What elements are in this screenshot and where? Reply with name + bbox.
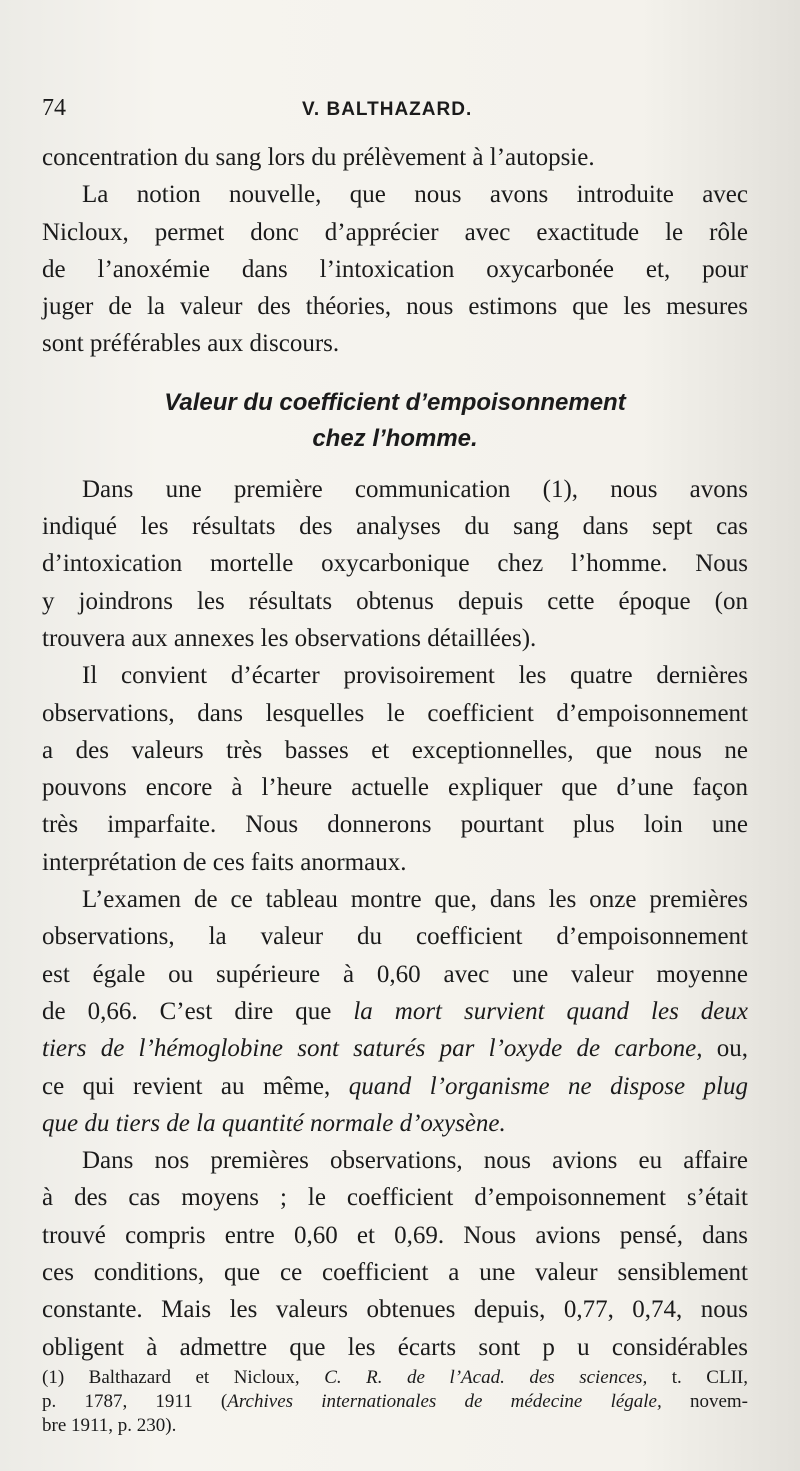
footnote-line xyxy=(42,1390,748,1414)
text-line: obligent à admettre que les écarts sont p u considérables xyxy=(42,1333,748,1361)
text-line xyxy=(42,1105,748,1142)
text-line: observations, la valeur du coefficient d’empoisonnement xyxy=(42,923,748,951)
text-line: y joindrons les résultats obtenus depuis cette époque (on xyxy=(42,587,748,615)
text-run: novem- xyxy=(661,1391,748,1412)
text-line xyxy=(42,993,748,1030)
text-run: p. 1787, 1911 ( xyxy=(42,1391,228,1412)
section-title-line: Valeur du coefficient d’empoisonnement xyxy=(164,388,626,416)
running-head: V. BALTHAZARD. xyxy=(302,99,473,120)
text-line: Nicloux, permet donc d’apprécier avec exactitude le rôle xyxy=(42,218,748,246)
italic-run: la mort survient quand les deux xyxy=(353,997,748,1025)
text-line: indiqué les résultats des analyses du sang dans sept cas xyxy=(42,513,748,541)
footnote xyxy=(42,1366,748,1438)
paragraph-premieres-observations xyxy=(42,1142,748,1366)
paragraph-examen-tableau xyxy=(42,881,748,1142)
section-title xyxy=(42,385,748,457)
footnote-line: bre 1911, p. 230). xyxy=(42,1415,177,1436)
italic-run: quand l’organisme ne dispose plug xyxy=(348,1072,748,1100)
footnote-line xyxy=(42,1366,748,1390)
page-number: 74 xyxy=(42,95,66,121)
text-line: Il convient d’écarter provisoirement les quatre dernières xyxy=(82,662,748,690)
text-run: de 0,66. C’est dire que xyxy=(42,997,354,1025)
text-run: (1) Balthazard et Nicloux, xyxy=(42,1367,325,1388)
italic-run: Archives internationales de médecine légale, xyxy=(227,1391,662,1412)
text-line: est égale ou supérieure à 0,60 avec une valeur moyenne xyxy=(42,960,748,988)
text-line: d’intoxication mortelle oxycarbonique chez l’homme. Nous xyxy=(42,550,748,578)
paragraph-notion-nouvelle xyxy=(42,176,748,362)
italic-run: que du tiers de la quantité normale d’oxysène. xyxy=(42,1109,506,1137)
italic-run: C. R. de l’Acad. des sciences, xyxy=(324,1367,648,1388)
text-line xyxy=(42,1030,748,1067)
text-line: Dans nos premières observations, nous avions eu affaire xyxy=(82,1147,748,1175)
text-line: a des valeurs très basses et exceptionnelles, que nous ne xyxy=(42,736,748,764)
text-line xyxy=(42,1068,748,1105)
text-line: trouvé compris entre 0,60 et 0,69. Nous avions pensé, dans xyxy=(42,1221,748,1249)
italic-run: tiers de l’hémoglobine sont saturés par l’oxyde de carbone, xyxy=(42,1035,703,1063)
text-line: observations, dans lesquelles le coefficient d’empoisonnement xyxy=(42,699,748,727)
text-line: ces conditions, que ce coefficient a une valeur sensiblement xyxy=(42,1259,748,1287)
paragraph-continuation xyxy=(42,139,748,176)
text-line: L’examen de ce tableau montre que, dans les onze premières xyxy=(82,886,748,914)
text-line: concentration du sang lors du prélèvement à l’autopsie. xyxy=(42,144,595,171)
text-line: sont préférables aux discours. xyxy=(42,330,340,358)
text-line: à des cas moyens ; le coefficient d’empoisonnement s’était xyxy=(42,1184,748,1212)
text-line: pouvons encore à l’heure actuelle expliquer que d’une façon xyxy=(42,774,748,802)
paragraph-premiere-communication xyxy=(42,471,748,657)
text-line: Dans une première communication (1), nous avons xyxy=(82,475,748,503)
text-line: La notion nouvelle, que nous avons introduite avec xyxy=(82,181,748,209)
text-line: de l’anoxémie dans l’intoxication oxycarbonée et, pour xyxy=(42,255,748,283)
text-run: t. CLII, xyxy=(647,1367,748,1388)
text-run: ou, xyxy=(702,1035,748,1063)
text-line: interprétation de ces faits anormaux. xyxy=(42,848,407,876)
text-line: constante. Mais les valeurs obtenues depuis, 0,77, 0,74, nous xyxy=(42,1296,748,1324)
paragraph-ecarter xyxy=(42,657,748,881)
text-line: juger de la valeur des théories, nous estimons que les mesures xyxy=(42,293,748,321)
page-header xyxy=(42,95,748,139)
section-title-line: chez l’homme. xyxy=(312,424,478,452)
text-run: ce qui revient au même, xyxy=(42,1072,349,1100)
text-line: très imparfaite. Nous donnerons pourtant plus loin une xyxy=(42,811,748,839)
text-line: trouvera aux annexes les observations détaillées). xyxy=(42,624,537,652)
